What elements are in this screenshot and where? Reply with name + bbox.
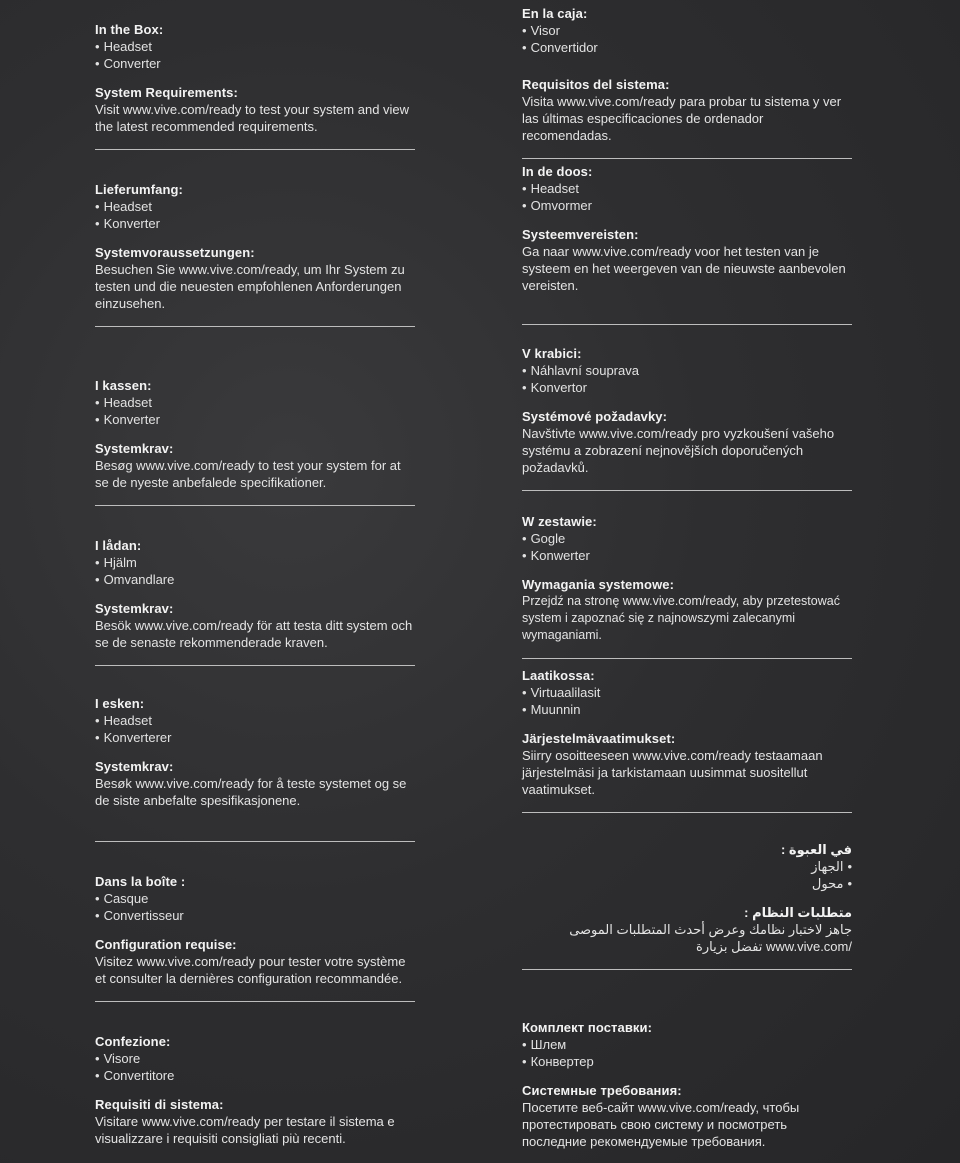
- section-spanish: [522, 6, 852, 150]
- list-item: • Náhlavní souprava: [522, 362, 852, 379]
- requirements-heading: System Requirements:: [95, 85, 238, 100]
- list-item: • Omvandlare: [95, 571, 415, 588]
- section-norwegian: [95, 672, 415, 850]
- list-item: • Konverter: [95, 411, 415, 428]
- requirements-text: Navštivte www.vive.com/ready pro vyzkoušení vašeho systému a zobrazení nejnovějších doporučených požadavků.: [522, 426, 835, 475]
- section-finnish: [522, 654, 852, 828]
- box-heading: Dans la boîte :: [95, 874, 186, 889]
- requirements-text: Visit www.vive.com/ready to test your system and view the latest recommended requirements.: [95, 102, 410, 134]
- box-heading: I kassen:: [95, 378, 152, 393]
- list-item: • Hjälm: [95, 554, 415, 571]
- requirements-text: Besök www.vive.com/ready för att testa ditt system och se de senaste rekommenderade kraven.: [95, 618, 413, 650]
- requirements-text: Besøg www.vive.com/ready to test your system for at se de nyeste anbefalede specifikationer.: [95, 458, 401, 490]
- box-heading: في العبوة :: [780, 842, 852, 857]
- requirements-heading: Systeemvereisten:: [522, 227, 639, 242]
- divider: [95, 326, 415, 327]
- list-item: • Konverterer: [95, 729, 415, 746]
- box-heading: Laatikossa:: [522, 668, 595, 683]
- list-item: • Gogle: [522, 530, 852, 547]
- requirements-text: Ga naar www.vive.com/ready voor het testen van je systeem en het weergeven van de nieuwste aanbevolen vereisten.: [522, 244, 846, 293]
- list-item: • Konvertor: [522, 379, 852, 396]
- divider: [522, 969, 852, 970]
- list-item: • Headset: [95, 38, 415, 55]
- requirements-text: Przejdź na stronę www.vive.com/ready, aby przetestować system i zapoznać się z najnowszymi zalecanymi wymaganiami.: [522, 594, 840, 642]
- list-item: • Headset: [522, 180, 852, 197]
- requirements-heading: Системные требования:: [522, 1083, 682, 1098]
- box-heading: En la caja:: [522, 6, 588, 21]
- requirements-heading: Systemkrav:: [95, 441, 174, 456]
- box-heading: I esken:: [95, 696, 145, 711]
- list-item: • Muunnin: [522, 701, 852, 718]
- divider: [95, 665, 415, 666]
- left-column: [95, 14, 415, 1147]
- requirements-text: Visita www.vive.com/ready para probar tu sistema y ver las últimas especificaciones de ordenador recomendadas.: [522, 94, 842, 143]
- list-item: • Convertitore: [95, 1067, 415, 1084]
- divider: [95, 1001, 415, 1002]
- box-heading: I lådan:: [95, 538, 142, 553]
- requirements-text: Siirry osoitteeseen www.vive.com/ready testaamaan järjestelmäsi ja tarkistamaan uusimmat suositellut vaatimukset.: [522, 748, 823, 797]
- box-heading: Lieferumfang:: [95, 182, 183, 197]
- section-swedish: [95, 514, 415, 672]
- requirements-heading: Configuration requise:: [95, 937, 237, 952]
- divider: [522, 812, 852, 813]
- section-polish: [522, 500, 852, 654]
- box-heading: Комплект поставки:: [522, 1020, 653, 1035]
- list-item: • Headset: [95, 198, 415, 215]
- requirements-text: Besøk www.vive.com/ready for å teste systemet og se de siste anbefalte spesifikasjonene.: [95, 776, 407, 808]
- divider: [95, 149, 415, 150]
- section-italian: [95, 1010, 415, 1147]
- list-item: • الجهاز: [522, 858, 852, 875]
- box-heading: Confezione:: [95, 1034, 171, 1049]
- requirements-text: Visitare www.vive.com/ready per testare il sistema e visualizzare i requisiti consigliati più recenti.: [95, 1114, 395, 1146]
- section-english: [95, 14, 415, 158]
- section-czech: [522, 332, 852, 500]
- divider: [522, 490, 852, 491]
- section-danish: [95, 354, 415, 514]
- list-item: • محول: [522, 875, 852, 892]
- divider: [95, 841, 415, 842]
- requirements-heading: Wymagania systemowe:: [522, 577, 675, 592]
- requirements-text: Посетите веб-сайт www.vive.com/ready, чтобы протестировать свою систему и посмотреть последние рекомендуемые требования.: [522, 1100, 800, 1149]
- requirements-heading: Systemkrav:: [95, 759, 174, 774]
- list-item: • Visor: [522, 22, 852, 39]
- divider: [522, 324, 852, 325]
- requirements-text: Besuchen Sie www.vive.com/ready, um Ihr System zu testen und die neuesten empfohlenen Anforderungen einzusehen.: [95, 262, 405, 311]
- list-item: • Convertidor: [522, 39, 852, 56]
- list-item: • Headset: [95, 394, 415, 411]
- requirements-heading: Systémové požadavky:: [522, 409, 668, 424]
- list-item: • Konverter: [95, 215, 415, 232]
- list-item: • Casque: [95, 890, 415, 907]
- divider: [95, 505, 415, 506]
- list-item: • Virtuaalilasit: [522, 684, 852, 701]
- list-item: • Конвертер: [522, 1053, 852, 1070]
- box-heading: In de doos:: [522, 164, 593, 179]
- requirements-heading: Requisitos del sistema:: [522, 77, 670, 92]
- section-french: [95, 850, 415, 1010]
- list-item: • Konwerter: [522, 547, 852, 564]
- list-item: • Visore: [95, 1050, 415, 1067]
- box-heading: In the Box:: [95, 22, 164, 37]
- list-item: • Omvormer: [522, 197, 852, 214]
- requirements-heading: Järjestelmävaatimukset:: [522, 731, 676, 746]
- list-item: • Шлем: [522, 1036, 852, 1053]
- section-russian: [522, 996, 852, 1150]
- requirements-heading: Systemvoraussetzungen:: [95, 245, 255, 260]
- requirements-text: جاهز لاختبار نظامك وعرض أحدث المتطلبات الموصى /www.vive.com تفضل بزيارة: [569, 922, 852, 954]
- section-german: [95, 158, 415, 354]
- box-heading: V krabici:: [522, 346, 582, 361]
- requirements-heading: Requisiti di sistema:: [95, 1097, 224, 1112]
- list-item: • Converter: [95, 55, 415, 72]
- box-heading: W zestawie:: [522, 514, 597, 529]
- right-column: [522, 6, 852, 1150]
- requirements-text: Visitez www.vive.com/ready pour tester votre système et consulter la dernières configuration recommandée.: [95, 954, 406, 986]
- section-dutch: [522, 150, 852, 332]
- section-arabic: [522, 828, 852, 996]
- requirements-heading: Systemkrav:: [95, 601, 174, 616]
- requirements-heading: متطلبات النظام :: [744, 905, 852, 920]
- list-item: • Convertisseur: [95, 907, 415, 924]
- list-item: • Headset: [95, 712, 415, 729]
